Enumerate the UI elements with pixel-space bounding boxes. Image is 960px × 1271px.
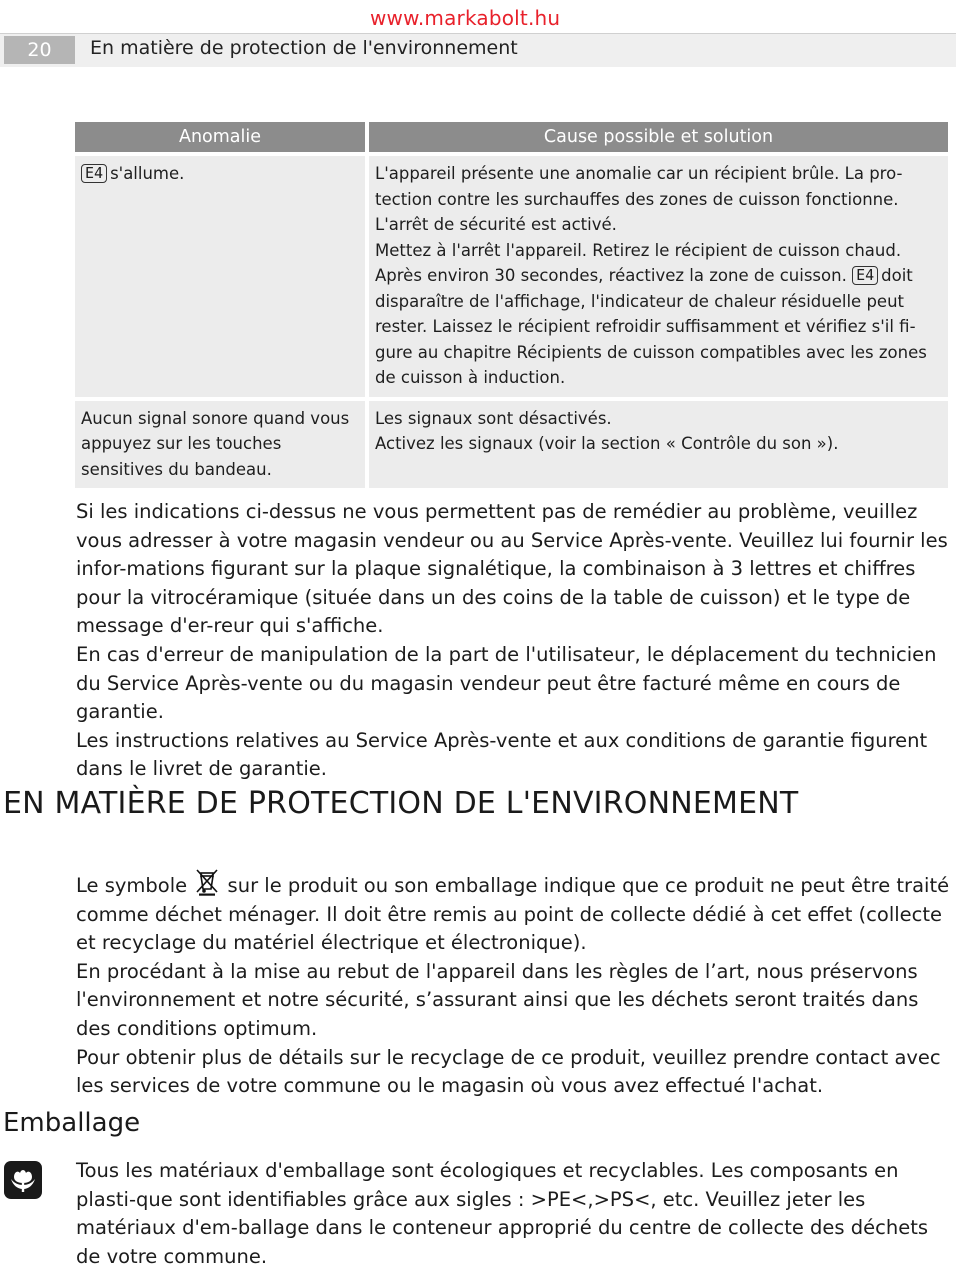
solution-cell: [369, 401, 948, 489]
troubleshooting-table: [71, 118, 952, 492]
solution-line: L'appareil présente une anomalie car un récipient brûle. La pro-tection contre les surchauffes des zones de cuisson fonctionne. L'arrêt de sécurité est activé.: [375, 164, 903, 234]
display-code-e4: E4: [81, 164, 107, 183]
solution-cell: [369, 156, 948, 397]
solution-line: Mettez à l'arrêt l'appareil. Retirez le récipient de cuisson chaud.: [375, 240, 902, 260]
column-header-anomaly: Anomalie: [75, 122, 365, 152]
paragraph: En cas d'erreur de manipulation de la part de l'utilisateur, le déplacement du technicien du Service Après-vente ou du magasin vendeur peut être facturé même en cours de garantie.: [76, 642, 937, 724]
anomaly-cell: [75, 156, 365, 397]
section-title: EN MATIÈRE DE PROTECTION DE L'ENVIRONNEMENT: [3, 786, 799, 821]
packaging-section: [76, 1157, 958, 1271]
table-row: [75, 156, 948, 397]
environment-section: [76, 868, 958, 1101]
paragraph: Le symbole sur le produit ou son emballage indique que ce produit ne peut être traité comme déchet ménager. Il doit être remis au point de collecte dédié à cet effet (collecte et recyclage du matériel électrique et électronique).: [76, 868, 958, 958]
anomaly-text: s'allume.: [110, 164, 185, 183]
page-number: 20: [4, 36, 75, 64]
subsection-title: Emballage: [3, 1108, 141, 1138]
solution-line: Les signaux sont désactivés.: [375, 408, 612, 428]
table-row: [75, 401, 948, 489]
eco-flower-icon: [4, 1161, 42, 1199]
display-code-e4: E4: [852, 266, 878, 285]
service-section: [76, 498, 958, 784]
solution-line: Après environ 30 secondes, réactivez la zone de cuisson. E4 doit disparaître de l'affichage, l'indicateur de chaleur résiduelle peut rester. Laissez le récipient refroidir suffisamment et vérifiez s'il fi-gure au chapitre Récipients de cuisson compatibles avec les zones de cuisson à induction.: [375, 266, 927, 387]
column-header-solution: Cause possible et solution: [369, 122, 948, 152]
paragraph: Tous les matériaux d'emballage sont écologiques et recyclables. Les composants en plasti-que sont identifiables grâce aux sigles : >PE<,>PS<, etc. Veuillez jeter les matériaux d'em-ballage dans le conteneur approprié du centre de collecte des déchets de votre commune.: [76, 1159, 929, 1268]
watermark: www.markabolt.hu: [370, 6, 561, 30]
paragraph: Si les indications ci-dessus ne vous permettent pas de remédier au problème, veuillez vous adresser à votre magasin vendeur ou au Service Après-vente. Veuillez lui fournir les infor-mations figurant sur la plaque signalétique, la combinaison à 3 lettres et chiffres pour la vitrocéramique (située dans un des coins de la table de cuisson) et le type de message d'er-reur qui s'affiche.: [76, 500, 948, 638]
crossed-out-wheelie-bin-icon: [194, 868, 220, 896]
running-title: En matière de protection de l'environnement: [90, 37, 518, 59]
paragraph: En procédant à la mise au rebut de l'appareil dans les règles de l’art, nous préservons l'environnement et notre sécurité, s’assurant ainsi que les déchets seront traités dans des conditions optimum.: [76, 959, 919, 1040]
solution-line: Activez les signaux (voir la section « Contrôle du son »).: [375, 434, 839, 453]
paragraph: Pour obtenir plus de détails sur le recyclage de ce produit, veuillez prendre contact avec les services de votre commune ou le magasin où vous avez effectué l'achat.: [76, 1045, 941, 1098]
table-header-row: [75, 122, 948, 152]
paragraph: Les instructions relatives au Service Après-vente et aux conditions de garantie figurent dans le livret de garantie.: [76, 728, 928, 781]
anomaly-cell: Aucun signal sonore quand vous appuyez sur les touches sensitives du bandeau.: [75, 401, 365, 489]
